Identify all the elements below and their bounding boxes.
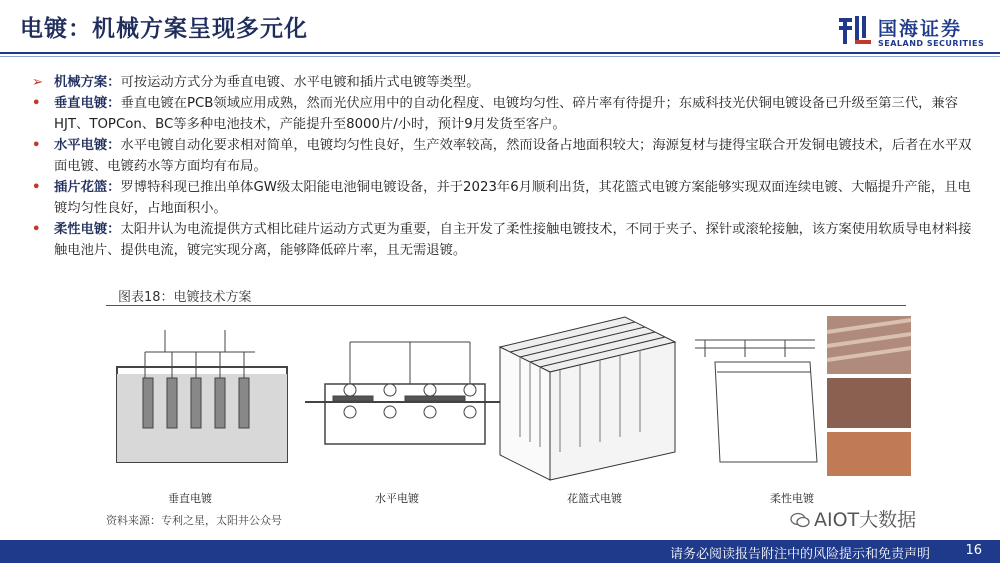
vertical-plating-diagram bbox=[117, 330, 287, 462]
bullet-item bbox=[28, 135, 973, 177]
horizontal-plating-diagram bbox=[305, 342, 505, 444]
bullet-text: 太阳井认为电流提供方式相比硅片运动方式更为重要，自主开发了柔性接触电镀技术，不同于夹子、探针或滚轮接触，该方案使用软质导电材料接触电池片、提供电流，镀完实现分离，能够降低碎片率，且无需退镀。 bbox=[54, 222, 972, 258]
header-rule bbox=[0, 52, 1000, 54]
bullet-text: 可按运动方式分为垂直电镀、水平电镀和插片式电镀等类型。 bbox=[120, 75, 480, 90]
bullet-lead: 垂直电镀： bbox=[54, 96, 121, 111]
bullet-marker: • bbox=[32, 222, 41, 237]
flexible-plating-photos bbox=[827, 316, 911, 476]
watermark-text: AIOT大数据 bbox=[814, 509, 917, 531]
bullet-item bbox=[28, 93, 973, 135]
logo-cn-text: 国海证券 bbox=[878, 18, 963, 40]
header-rule-thin bbox=[0, 56, 1000, 57]
wechat-icon bbox=[790, 512, 810, 528]
bullet-list bbox=[28, 72, 973, 261]
bullet-lead: 机械方案： bbox=[54, 75, 121, 90]
bullet-item bbox=[28, 219, 973, 261]
sealand-logo-icon bbox=[838, 14, 872, 48]
caption-flexible: 柔性电镀 bbox=[770, 492, 814, 505]
logo-en-text: SEALAND SECURITIES bbox=[878, 39, 985, 48]
bullet-text: 水平电镀自动化要求相对简单，电镀均匀性良好，生产效率较高，然而设备占地面积较大；海源复材与捷得宝联合开发铜电镀技术，后者在水平双面电镀、电镀药水等方面均有布局。 bbox=[54, 138, 972, 174]
footer-bar bbox=[0, 540, 1000, 563]
electroplating-diagrams bbox=[105, 312, 915, 482]
bullet-marker: ➢ bbox=[32, 75, 44, 90]
caption-basket: 花篮式电镀 bbox=[567, 492, 622, 505]
caption-vertical: 垂直电镀 bbox=[168, 492, 212, 505]
page-number: 16 bbox=[965, 543, 982, 558]
bullet-item bbox=[28, 177, 973, 219]
bullet-lead: 插片花篮： bbox=[54, 180, 121, 195]
bullet-text: 罗博特科现已推出单体GW级太阳能电池铜电镀设备，并于2023年6月顺利出货，其花篮式电镀方案能够实现双面连续电镀、大幅提升产能，且电镀均匀性良好，占地面积小。 bbox=[54, 180, 971, 216]
flexible-plating-diagram bbox=[695, 340, 817, 462]
figure-source: 资料来源：专利之星，太阳井公众号 bbox=[106, 514, 282, 527]
basket-plating-diagram bbox=[500, 317, 675, 480]
watermark bbox=[790, 505, 916, 532]
bullet-item bbox=[28, 72, 973, 93]
figure-rule bbox=[106, 305, 906, 306]
logo bbox=[838, 14, 988, 54]
bullet-lead: 柔性电镀： bbox=[54, 222, 121, 237]
figure-title: 图表18：电镀技术方案 bbox=[118, 290, 252, 305]
caption-horizontal: 水平电镀 bbox=[375, 492, 419, 505]
bullet-text: 垂直电镀在PCB领域应用成熟，然而光伏应用中的自动化程度、电镀均匀性、碎片率有待提升；东威科技光伏铜电镀设备已升级至第三代，兼容HJT、TOPCon、BC等多种电池技术，产能提升至8000片/小时，预计9月发货至客户。 bbox=[54, 96, 959, 132]
bullet-lead: 水平电镀： bbox=[54, 138, 121, 153]
footer-disclaimer: 请务必阅读报告附注中的风险提示和免责声明 bbox=[669, 547, 930, 562]
bullet-marker: • bbox=[32, 138, 41, 153]
bullet-marker: • bbox=[32, 180, 41, 195]
bullet-marker: • bbox=[32, 96, 41, 111]
page-title: 电镀：机械方案呈现多元化 bbox=[20, 16, 308, 42]
